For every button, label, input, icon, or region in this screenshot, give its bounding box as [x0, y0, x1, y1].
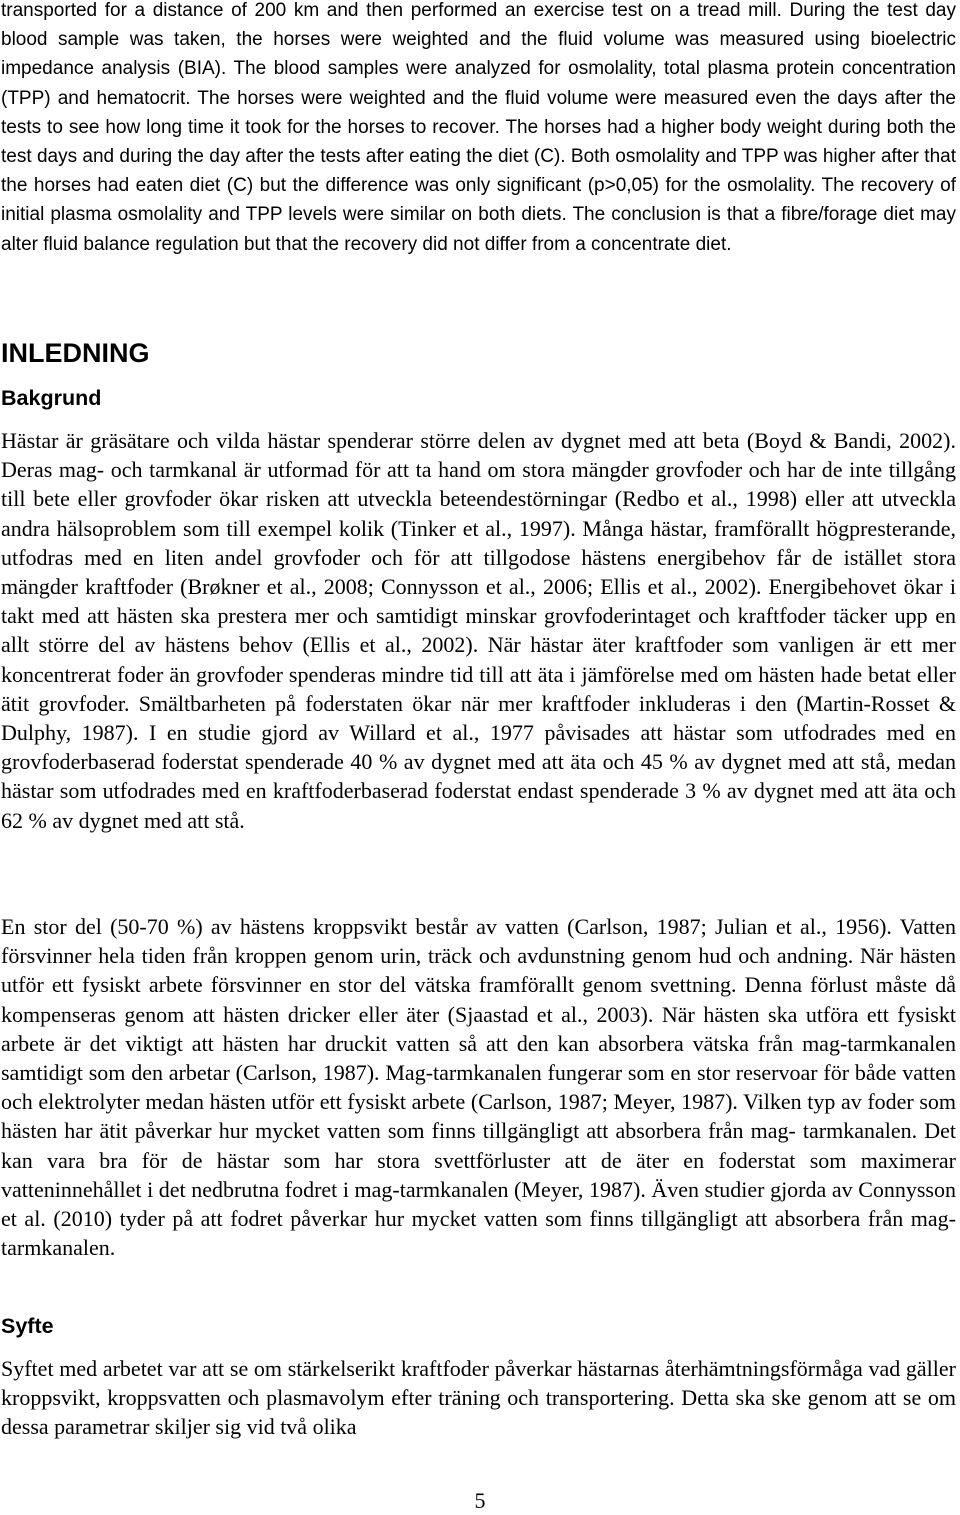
bakgrund-paragraph-1: Hästar är gräsätare och vilda hästar spenderar större delen av dygnet med att beta (Boyd & Bandi, 2002). Deras mag- och tarmkanal är utformad för att ta hand om stora mängder grovfoder och har de inte tillgång till bete eller grovfoder ökar risken att utveckla beteendestörningar (Redbo et al., 1998) eller att utveckla andra hälsoproblem som till exempel kolik (Tinker et al., 1997). Många hästar, framförallt högpresterande, utfodras med en liten andel grovfoder och för att tillgodose hästens energibehov får de istället stora mängder kraftfoder (Brøkner et al., 2008; Connysson et al., 2006; Ellis et al., 2002). Energibehovet ökar i takt med att hästen ska prestera mer och samtidigt minskar grovfoderintaget och kraftfoder täcker upp en allt större del av hästens behov (Ellis et al., 2002). När hästar äter kraftfoder som vanligen är ett mer koncentrerat foder än grovfoder spenderas mindre tid till att äta i jämförelse med om hästen hade betat eller ätit grovfoder. Smältbarheten på foderstaten ökar när mer kraftfoder inkluderas i den (Martin-Rosset & Dulphy, 1987). I en studie gjord av Willard et al., 1977 påvisades att hästar som utfodrades med en grovfoderbaserad foderstat spenderade 40 % av dygnet med att äta och 45 % av dygnet med att stå, medan hästar som utfodrades med en kraftfoderbaserad foderstat endast spenderade 3 % av dygnet med att äta och 62 % av dygnet med att stå.	[1, 428, 956, 833]
abstract-continued-paragraph: transported for a distance of 200 km and then performed an exercise test on a tread mill. During the test day blood sample was taken, the horses were weighted and the fluid volume was measured using bioelectric impedance analysis (BIA). The blood samples were analyzed for osmolality, total plasma protein concentration (TPP) and hematocrit. The horses were weighted and the fluid volume were measured even the days after the tests to see how long time it took for the horses to recover. The horses had a higher body weight during both the test days and during the day after the tests after eating the diet (C). Both osmolality and TPP was higher after that the horses had eaten diet (C) but the difference was only significant (p>0,05) for the osmolality. The recovery of initial plasma osmolality and TPP levels were similar on both diets. The conclusion is that a fibre/forage diet may alter fluid balance regulation but that the recovery did not differ from a concentrate diet.	[1, 0, 956, 255]
section-heading: INLEDNING	[1, 338, 150, 368]
bakgrund-paragraph-2: En stor del (50-70 %) av hästens kroppsvikt består av vatten (Carlson, 1987; Julian et al., 1956). Vatten försvinner hela tiden från kroppen genom urin, träck och avdunstning genom hud och andning. När hästen utför ett fysiskt arbete försvinner en stor del vätska framförallt genom svettning. Denna förlust måste då kompenseras genom att hästen dricker eller äter (Sjaastad et al., 2003). När hästen ska utföra ett fysiskt arbete är det viktigt att hästen har druckit vatten så att den kan absorbera vätska från mag-tarmkanalen samtidigt som den arbetar (Carlson, 1987). Mag-tarmkanalen fungerar som en stor reservoar för både vatten och elektrolyter medan hästen utför ett fysiskt arbete (Carlson, 1987; Meyer, 1987). Vilken typ av foder som hästen har ätit påverkar hur mycket vatten som finns tillgängligt att absorbera från mag- tarmkanalen. Det kan vara bra för de hästar som har stora svettförluster att de äter en foderstat som maximerar vatteninnehållet i det nedbrutna fodret i mag-tarmkanalen (Meyer, 1987). Även studier gjorda av Connysson et al. (2010) tyder på att fodret påverkar hur mycket vatten som finns tillgängligt att absorbera från mag-tarmkanalen.	[1, 914, 956, 1261]
page-number: 5	[474, 1488, 486, 1513]
syfte-paragraph: Syftet med arbetet var att se om stärkelserikt kraftfoder påverkar hästarnas återhämtningsförmåga vad gäller kroppsvikt, kroppsvatten och plasmavolym efter träning och transportering. Detta ska ske genom att se om dessa parametrar skiljer sig vid två olika	[1, 1356, 956, 1440]
bakgrund-heading: Bakgrund	[1, 386, 102, 410]
syfte-heading: Syfte	[1, 1314, 54, 1338]
